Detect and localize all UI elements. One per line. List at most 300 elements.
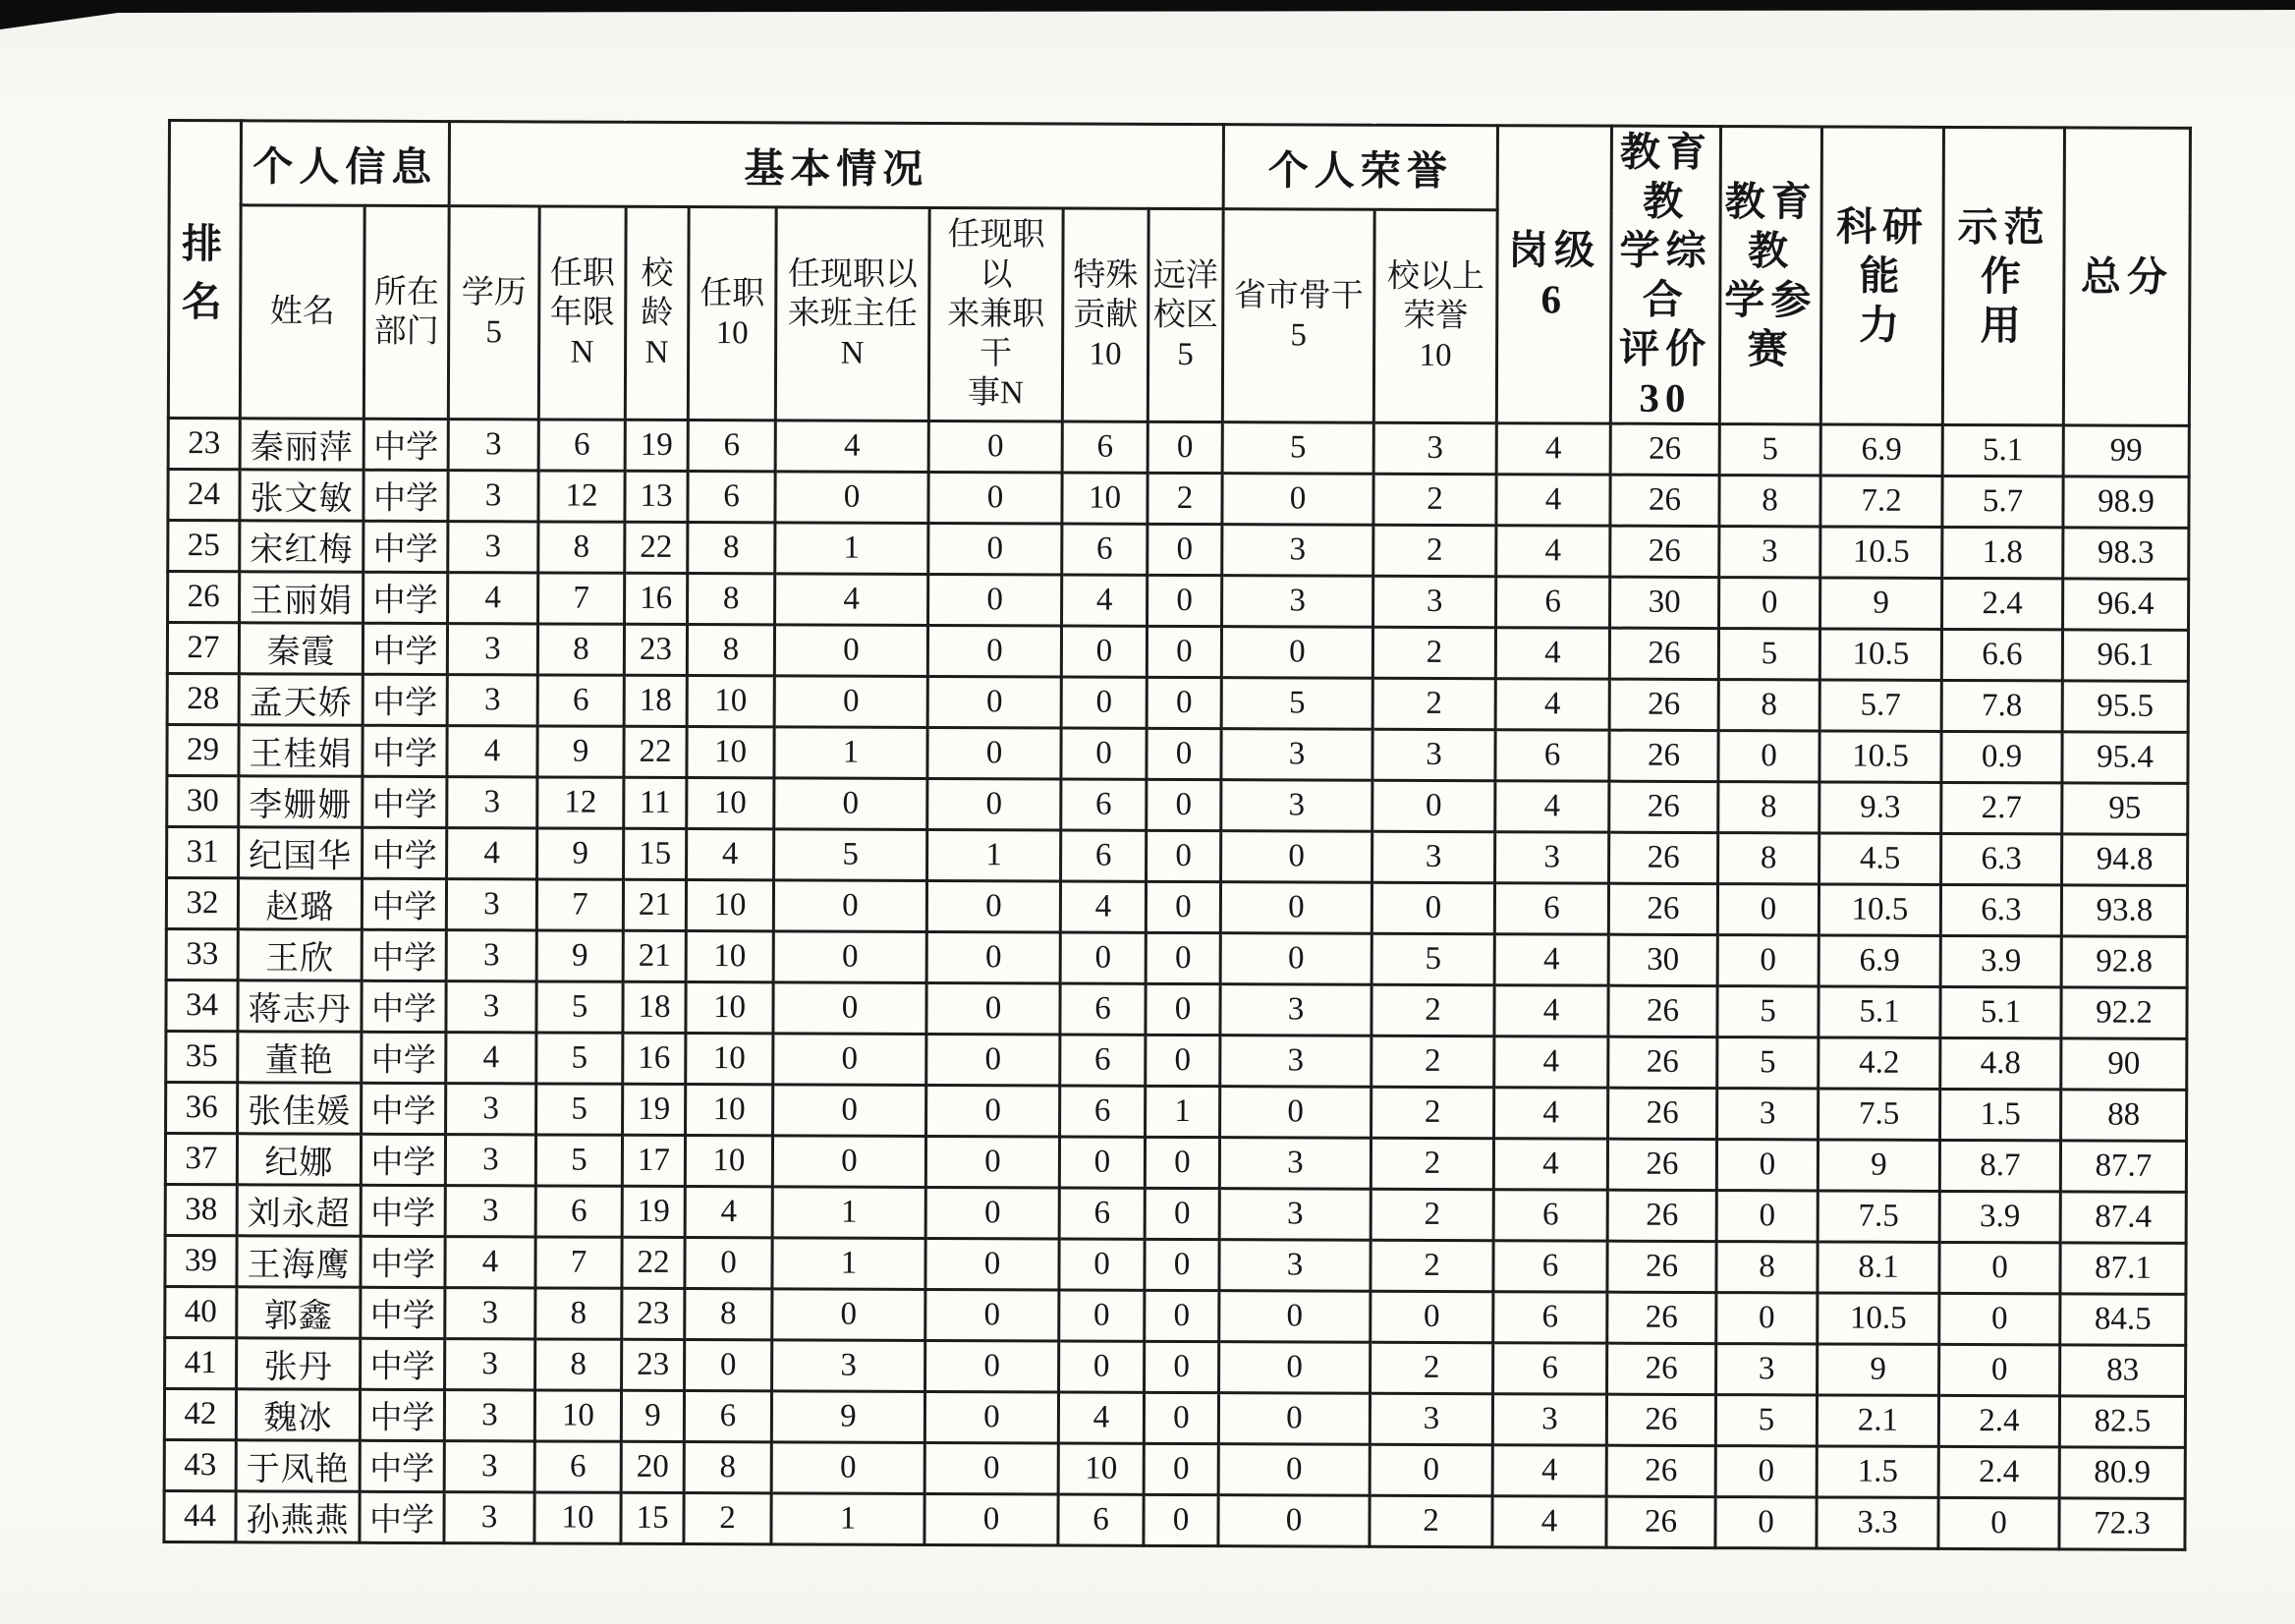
cell-renzhi: 4 (685, 1187, 772, 1238)
table-row (168, 572, 2189, 631)
cell-teshu-gongxian: 6 (1058, 1494, 1144, 1545)
header-group-personal-honors: 个人荣誉 (1223, 125, 1497, 210)
cell-jiaoxue-cansai: 0 (1717, 884, 1819, 935)
cell-name: 张文敏 (240, 470, 364, 521)
cell-jianzhi-ganshi: 0 (925, 1137, 1059, 1189)
table-row (165, 1287, 2186, 1346)
table-header (168, 121, 2190, 426)
cell-renzhi-nianxian: 6 (534, 1441, 621, 1492)
cell-renzhi-nianxian: 8 (535, 1288, 622, 1339)
cell-zonghe-pingjia: 26 (1609, 781, 1718, 832)
cell-renzhi: 8 (685, 1289, 772, 1340)
cell-renzhi-nianxian: 12 (538, 471, 625, 522)
header-rank: 排名 (168, 121, 241, 419)
cell-zonghe-pingjia: 26 (1606, 1496, 1715, 1547)
cell-teshu-gongxian: 0 (1061, 677, 1147, 728)
cell-xiaoyishang-rongyu: 0 (1371, 1291, 1493, 1342)
cell-shifan-zuoyong: 2.4 (1938, 1447, 2059, 1498)
cell-rank: 25 (168, 521, 240, 572)
cell-renzhi: 10 (686, 931, 773, 982)
table-row (164, 1491, 2185, 1550)
cell-shengshi-gugan: 3 (1219, 1138, 1371, 1190)
cell-renzhi-nianxian: 5 (535, 1135, 622, 1186)
table-row (165, 1236, 2186, 1295)
cell-jiaoxue-cansai: 3 (1719, 527, 1820, 578)
cell-shifan-zuoyong: 0 (1939, 1243, 2060, 1294)
cell-xiaoyishang-rongyu: 2 (1373, 474, 1496, 525)
cell-shengshi-gugan: 3 (1220, 984, 1371, 1036)
cell-xueli: 3 (444, 1441, 534, 1492)
cell-keyan-nengli: 7.5 (1819, 1089, 1940, 1140)
header-shifan-zuoyong: 示范作 用 (1942, 127, 2064, 425)
cell-zongfen: 96.4 (2063, 579, 2189, 630)
cell-dept: 中学 (361, 1134, 445, 1185)
cell-zonghe-pingjia: 26 (1606, 1394, 1715, 1445)
cell-renzhi: 10 (686, 982, 773, 1034)
cell-xueli: 3 (447, 675, 537, 726)
cell-zonghe-pingjia: 26 (1609, 679, 1718, 730)
cell-renzhi-nianxian: 9 (536, 930, 623, 981)
cell-gangji: 4 (1494, 934, 1608, 985)
cell-renzhi: 8 (687, 625, 774, 676)
cell-zongfen: 95.4 (2062, 732, 2188, 783)
cell-xiaoyishang-rongyu: 3 (1372, 729, 1495, 780)
cell-zonghe-pingjia: 26 (1610, 526, 1719, 577)
cell-renzhi: 0 (685, 1340, 772, 1391)
cell-renzhi: 6 (688, 472, 775, 523)
cell-yuanyang-xiaoqu: 0 (1145, 1341, 1219, 1392)
cell-banzhuren: 1 (772, 1187, 925, 1239)
cell-yuanyang-xiaoqu: 0 (1144, 1494, 1218, 1545)
cell-zonghe-pingjia: 26 (1610, 475, 1719, 526)
cell-banzhuren: 4 (775, 574, 928, 626)
cell-renzhi-nianxian: 6 (537, 675, 624, 726)
cell-zongfen: 98.3 (2063, 528, 2189, 579)
cell-dept: 中学 (362, 929, 446, 980)
cell-renzhi-nianxian: 5 (536, 981, 623, 1033)
cell-gangji: 4 (1495, 679, 1609, 730)
cell-xiaoling: 15 (621, 1492, 684, 1543)
cell-xiaoling: 20 (621, 1441, 684, 1492)
cell-shifan-zuoyong: 5.1 (1940, 987, 2061, 1038)
cell-keyan-nengli: 7.5 (1818, 1191, 1939, 1242)
cell-banzhuren: 0 (774, 625, 927, 677)
cell-renzhi: 6 (688, 420, 775, 472)
cell-dept: 中学 (364, 419, 448, 470)
cell-teshu-gongxian: 4 (1058, 1392, 1144, 1443)
cell-xiaoyishang-rongyu: 5 (1371, 933, 1494, 984)
cell-zongfen: 96.1 (2062, 630, 2188, 681)
cell-keyan-nengli: 9 (1820, 578, 1942, 629)
cell-teshu-gongxian: 0 (1061, 626, 1147, 677)
cell-zongfen: 83 (2060, 1345, 2186, 1396)
header-renzhi-nianxian: 任职 年限 N (538, 206, 626, 420)
cell-banzhuren: 0 (773, 931, 926, 983)
cell-banzhuren: 0 (775, 472, 928, 524)
cell-teshu-gongxian: 6 (1060, 1035, 1146, 1086)
cell-banzhuren: 0 (773, 1034, 926, 1086)
cell-banzhuren: 1 (775, 523, 928, 575)
cell-yuanyang-xiaoqu: 1 (1146, 1086, 1220, 1137)
cell-rank: 31 (167, 827, 239, 878)
cell-name: 孟天娇 (239, 674, 363, 725)
cell-rank: 41 (165, 1338, 237, 1389)
cell-xiaoyishang-rongyu: 0 (1371, 882, 1494, 933)
cell-dept: 中学 (361, 1185, 445, 1236)
cell-teshu-gongxian: 10 (1058, 1443, 1144, 1494)
cell-rank: 39 (165, 1236, 237, 1287)
cell-xiaoling: 11 (624, 777, 687, 828)
cell-xiaoling: 13 (625, 471, 688, 522)
cell-jiaoxue-cansai: 0 (1718, 731, 1819, 782)
cell-keyan-nengli: 4.5 (1819, 833, 1941, 884)
cell-xueli: 3 (448, 420, 538, 471)
cell-name: 刘永超 (237, 1185, 361, 1236)
cell-xueli: 4 (447, 726, 537, 777)
cell-shifan-zuoyong: 2.4 (1942, 579, 2063, 630)
cell-shengshi-gugan: 3 (1222, 576, 1373, 628)
cell-jianzhi-ganshi: 0 (928, 473, 1062, 525)
cell-jianzhi-ganshi: 0 (926, 881, 1060, 933)
header-yuanyang-xiaoqu: 远洋 校区 5 (1148, 208, 1223, 421)
cell-xueli: 3 (446, 1084, 536, 1135)
cell-keyan-nengli: 8.1 (1818, 1242, 1939, 1293)
cell-shengshi-gugan: 0 (1220, 882, 1371, 934)
cell-shifan-zuoyong: 1.5 (1940, 1090, 2061, 1141)
cell-renzhi: 2 (684, 1493, 771, 1544)
cell-keyan-nengli: 6.9 (1820, 424, 1942, 476)
cell-keyan-nengli: 9.3 (1819, 782, 1941, 833)
cell-renzhi: 10 (687, 778, 774, 829)
cell-shengshi-gugan: 0 (1221, 831, 1372, 883)
cell-jiaoxue-cansai: 0 (1716, 1140, 1818, 1191)
cell-jiaoxue-cansai: 8 (1716, 1242, 1818, 1293)
cell-xueli: 3 (448, 522, 538, 573)
cell-gangji: 4 (1494, 985, 1608, 1036)
cell-keyan-nengli: 10.5 (1819, 629, 1941, 680)
cell-jiaoxue-cansai: 0 (1719, 578, 1820, 629)
table-row (164, 1389, 2185, 1448)
cell-name: 张丹 (237, 1338, 361, 1389)
header-xiaoling: 校 龄 N (625, 206, 689, 420)
cell-name: 宋红梅 (240, 521, 364, 572)
cell-jiaoxue-cansai: 5 (1715, 1395, 1817, 1446)
cell-xiaoling: 21 (623, 879, 686, 930)
cell-renzhi-nianxian: 10 (534, 1492, 621, 1543)
cell-jianzhi-ganshi: 0 (927, 779, 1061, 831)
table-row (165, 1185, 2186, 1244)
cell-shifan-zuoyong: 4.8 (1940, 1038, 2061, 1090)
cell-zongfen: 87.4 (2060, 1192, 2186, 1243)
cell-shengshi-gugan: 0 (1220, 933, 1371, 985)
cell-jianzhi-ganshi: 0 (925, 1239, 1059, 1291)
cell-shifan-zuoyong: 5.1 (1942, 425, 2063, 476)
cell-xiaoyishang-rongyu: 0 (1372, 780, 1495, 831)
cell-jiaoxue-cansai: 8 (1718, 680, 1819, 731)
cell-xiaoyishang-rongyu: 2 (1371, 984, 1494, 1036)
cell-xiaoling: 15 (624, 828, 687, 879)
cell-teshu-gongxian: 6 (1060, 1086, 1146, 1137)
cell-jiaoxue-cansai: 3 (1717, 1089, 1819, 1140)
table-row (166, 980, 2187, 1039)
cell-zonghe-pingjia: 26 (1610, 423, 1719, 475)
cell-dept: 中学 (360, 1440, 444, 1491)
cell-teshu-gongxian: 10 (1062, 473, 1148, 524)
cell-keyan-nengli: 1.5 (1817, 1446, 1938, 1497)
cell-yuanyang-xiaoqu: 0 (1147, 677, 1221, 728)
cell-zonghe-pingjia: 26 (1607, 1292, 1716, 1343)
cell-xiaoling: 19 (622, 1186, 685, 1237)
cell-jiaoxue-cansai: 0 (1715, 1446, 1817, 1497)
cell-keyan-nengli: 9 (1818, 1344, 1939, 1395)
cell-jianzhi-ganshi: 0 (927, 626, 1061, 678)
cell-xiaoyishang-rongyu: 0 (1370, 1444, 1492, 1495)
cell-shifan-zuoyong: 5.7 (1942, 476, 2063, 528)
table-row (164, 1440, 2185, 1499)
cell-renzhi-nianxian: 12 (537, 777, 624, 828)
cell-banzhuren: 0 (772, 1289, 925, 1341)
cell-rank: 28 (167, 674, 239, 725)
cell-shifan-zuoyong: 0 (1939, 1345, 2060, 1396)
cell-zongfen: 84.5 (2060, 1294, 2186, 1345)
cell-keyan-nengli: 6.9 (1819, 935, 1940, 986)
cell-gangji: 6 (1493, 1292, 1607, 1343)
cell-name: 秦霞 (239, 623, 363, 674)
cell-zonghe-pingjia: 26 (1606, 1445, 1715, 1496)
cell-name: 纪娜 (237, 1134, 361, 1185)
cell-xueli: 3 (448, 471, 538, 522)
cell-xiaoyishang-rongyu: 2 (1373, 525, 1496, 576)
cell-shengshi-gugan: 0 (1218, 1495, 1370, 1547)
cell-shengshi-gugan: 3 (1219, 1240, 1371, 1292)
cell-gangji: 4 (1495, 781, 1609, 832)
cell-gangji: 6 (1493, 1190, 1607, 1241)
cell-yuanyang-xiaoqu: 0 (1146, 1035, 1220, 1086)
cell-xiaoling: 21 (623, 930, 686, 981)
table-row (167, 674, 2188, 733)
table-row (168, 419, 2189, 477)
cell-jianzhi-ganshi: 1 (927, 830, 1061, 882)
cell-zongfen: 88 (2061, 1090, 2187, 1141)
cell-jianzhi-ganshi: 0 (924, 1494, 1058, 1546)
header-banzhuren: 任现职以 来班主任 N (775, 207, 929, 421)
cell-rank: 27 (167, 623, 239, 674)
cell-zongfen: 93.8 (2061, 885, 2187, 936)
cell-teshu-gongxian: 4 (1060, 881, 1146, 932)
cell-teshu-gongxian: 0 (1059, 1341, 1145, 1392)
cell-shifan-zuoyong: 6.3 (1940, 885, 2061, 936)
cell-rank: 43 (164, 1440, 236, 1491)
cell-xiaoyishang-rongyu: 2 (1371, 1189, 1493, 1240)
cell-rank: 37 (165, 1134, 237, 1185)
cell-keyan-nengli: 4.2 (1819, 1037, 1940, 1089)
cell-dept: 中学 (363, 776, 447, 827)
cell-renzhi: 8 (684, 1442, 771, 1493)
cell-xueli: 4 (448, 573, 538, 624)
cell-yuanyang-xiaoqu: 0 (1145, 1137, 1219, 1188)
table-row (165, 1338, 2186, 1397)
cell-shifan-zuoyong: 6.6 (1941, 630, 2062, 681)
cell-yuanyang-xiaoqu: 0 (1147, 626, 1221, 677)
cell-renzhi: 10 (685, 1136, 772, 1187)
cell-zongfen: 87.7 (2060, 1141, 2186, 1192)
cell-banzhuren: 0 (772, 1136, 925, 1188)
cell-name: 蒋志丹 (238, 980, 362, 1032)
table-row (167, 623, 2188, 682)
cell-xiaoling: 17 (622, 1135, 685, 1186)
cell-jianzhi-ganshi: 0 (926, 983, 1060, 1036)
cell-dept: 中学 (364, 470, 448, 521)
cell-zongfen: 80.9 (2059, 1447, 2185, 1498)
cell-zongfen: 87.1 (2060, 1243, 2186, 1294)
cell-xueli: 3 (444, 1492, 534, 1543)
cell-xiaoyishang-rongyu: 3 (1373, 422, 1496, 474)
cell-rank: 35 (166, 1032, 238, 1083)
cell-name: 董艳 (238, 1032, 362, 1083)
cell-zonghe-pingjia: 26 (1608, 1088, 1717, 1139)
cell-name: 王欣 (238, 929, 362, 980)
cell-xiaoling: 16 (625, 573, 688, 624)
cell-xiaoling: 19 (625, 420, 688, 471)
cell-teshu-gongxian: 6 (1061, 779, 1147, 830)
table-row (167, 827, 2188, 886)
cell-jianzhi-ganshi: 0 (926, 932, 1060, 984)
cell-gangji: 3 (1495, 832, 1609, 883)
header-group-personal-info: 个人信息 (241, 121, 449, 206)
cell-jianzhi-ganshi: 0 (927, 677, 1061, 729)
cell-yuanyang-xiaoqu: 2 (1148, 473, 1222, 524)
cell-yuanyang-xiaoqu: 0 (1146, 881, 1220, 932)
cell-dept: 中学 (361, 1338, 445, 1389)
table-row (166, 1083, 2187, 1142)
cell-rank: 34 (166, 980, 238, 1032)
cell-renzhi-nianxian: 9 (537, 726, 624, 777)
cell-renzhi-nianxian: 7 (535, 1237, 622, 1288)
cell-jiaoxue-cansai: 0 (1715, 1497, 1817, 1548)
cell-banzhuren: 3 (772, 1340, 925, 1392)
cell-gangji: 6 (1496, 577, 1610, 628)
cell-teshu-gongxian: 0 (1060, 932, 1146, 983)
cell-xiaoyishang-rongyu: 2 (1371, 1342, 1493, 1393)
cell-jiaoxue-cansai: 0 (1716, 1293, 1818, 1344)
cell-gangji: 6 (1493, 1241, 1607, 1292)
cell-xiaoling: 22 (625, 522, 688, 573)
cell-jianzhi-ganshi: 0 (925, 1341, 1059, 1393)
cell-gangji: 6 (1494, 883, 1608, 934)
cell-zonghe-pingjia: 26 (1609, 628, 1718, 679)
cell-gangji: 4 (1494, 1088, 1608, 1139)
cell-renzhi-nianxian: 5 (536, 1033, 623, 1084)
cell-shifan-zuoyong: 0 (1939, 1294, 2060, 1345)
cell-name: 张佳媛 (238, 1083, 362, 1134)
cell-xueli: 3 (445, 1339, 535, 1390)
cell-jiaoxue-cansai: 8 (1718, 782, 1819, 833)
cell-jiaoxue-cansai: 5 (1717, 1037, 1819, 1089)
cell-zongfen: 95 (2062, 783, 2188, 834)
cell-gangji: 4 (1494, 1036, 1608, 1088)
cell-yuanyang-xiaoqu: 0 (1147, 779, 1221, 830)
cell-renzhi: 10 (686, 880, 773, 931)
header-xiaoyishang-rongyu: 校以上 荣誉 10 (1373, 209, 1497, 423)
cell-jiaoxue-cansai: 8 (1718, 833, 1819, 884)
cell-xueli: 3 (446, 930, 536, 981)
cell-zongfen: 98.9 (2063, 476, 2189, 528)
cell-name: 秦丽萍 (240, 419, 364, 470)
cell-shifan-zuoyong: 0.9 (1941, 732, 2062, 783)
cell-xiaoling: 18 (623, 981, 686, 1033)
cell-dept: 中学 (364, 572, 448, 623)
cell-rank: 40 (165, 1287, 237, 1338)
cell-zongfen: 99 (2063, 425, 2189, 476)
cell-gangji: 4 (1492, 1445, 1606, 1496)
cell-yuanyang-xiaoqu: 0 (1144, 1392, 1218, 1443)
cell-xueli: 3 (447, 624, 537, 675)
cell-zonghe-pingjia: 26 (1607, 1139, 1716, 1190)
cell-name: 王海鹰 (237, 1236, 361, 1287)
cell-keyan-nengli: 10.5 (1819, 731, 1941, 782)
table-row (168, 521, 2189, 580)
cell-rank: 42 (164, 1389, 236, 1440)
cell-banzhuren: 1 (771, 1493, 924, 1545)
cell-dept: 中学 (363, 725, 447, 776)
cell-jiaoxue-cansai: 5 (1719, 424, 1820, 476)
cell-keyan-nengli: 10.5 (1818, 1293, 1939, 1344)
cell-keyan-nengli: 3.3 (1817, 1497, 1938, 1548)
cell-xueli: 3 (445, 1186, 535, 1237)
cell-dept: 中学 (363, 674, 447, 725)
cell-xueli: 3 (445, 1135, 535, 1186)
cell-jianzhi-ganshi: 0 (928, 524, 1062, 576)
cell-shifan-zuoyong: 6.3 (1941, 834, 2062, 885)
cell-xueli: 3 (446, 879, 536, 930)
cell-renzhi: 8 (688, 523, 775, 574)
cell-dept: 中学 (362, 1032, 446, 1083)
cell-gangji: 4 (1495, 628, 1609, 679)
cell-renzhi: 10 (686, 1085, 773, 1136)
cell-jianzhi-ganshi: 0 (927, 728, 1061, 780)
cell-renzhi-nianxian: 7 (538, 573, 625, 624)
cell-zongfen: 92.2 (2061, 987, 2187, 1038)
cell-xiaoling: 16 (623, 1033, 686, 1084)
cell-rank: 26 (168, 572, 240, 623)
cell-rank: 24 (168, 470, 240, 521)
table-row (167, 725, 2188, 784)
cell-shengshi-gugan: 0 (1218, 1393, 1370, 1445)
cell-jiaoxue-cansai: 8 (1719, 476, 1820, 527)
cell-shengshi-gugan: 0 (1219, 1291, 1371, 1343)
cell-keyan-nengli: 5.1 (1819, 986, 1940, 1037)
cell-zongfen: 92.8 (2061, 936, 2187, 987)
header-name: 姓名 (240, 205, 364, 420)
cell-dept: 中学 (363, 623, 447, 674)
cell-zonghe-pingjia: 26 (1609, 832, 1718, 883)
cell-shifan-zuoyong: 2.4 (1938, 1396, 2059, 1447)
cell-jianzhi-ganshi: 0 (926, 1086, 1060, 1138)
cell-zonghe-pingjia: 30 (1608, 934, 1717, 985)
cell-shengshi-gugan: 0 (1221, 627, 1372, 679)
cell-dept: 中学 (361, 1287, 445, 1338)
cell-shengshi-gugan: 3 (1220, 1036, 1371, 1088)
cell-shengshi-gugan: 0 (1222, 474, 1373, 526)
cell-banzhuren: 0 (773, 1085, 926, 1137)
cell-xueli: 3 (445, 1288, 535, 1339)
cell-yuanyang-xiaoqu: 0 (1145, 1290, 1219, 1341)
cell-banzhuren: 4 (775, 420, 928, 473)
header-jianzhi-ganshi: 任现职以 来兼职干 事N (928, 208, 1063, 422)
cell-banzhuren: 1 (772, 1238, 925, 1290)
cell-renzhi: 6 (684, 1391, 771, 1442)
cell-xiaoyishang-rongyu: 3 (1372, 831, 1495, 882)
